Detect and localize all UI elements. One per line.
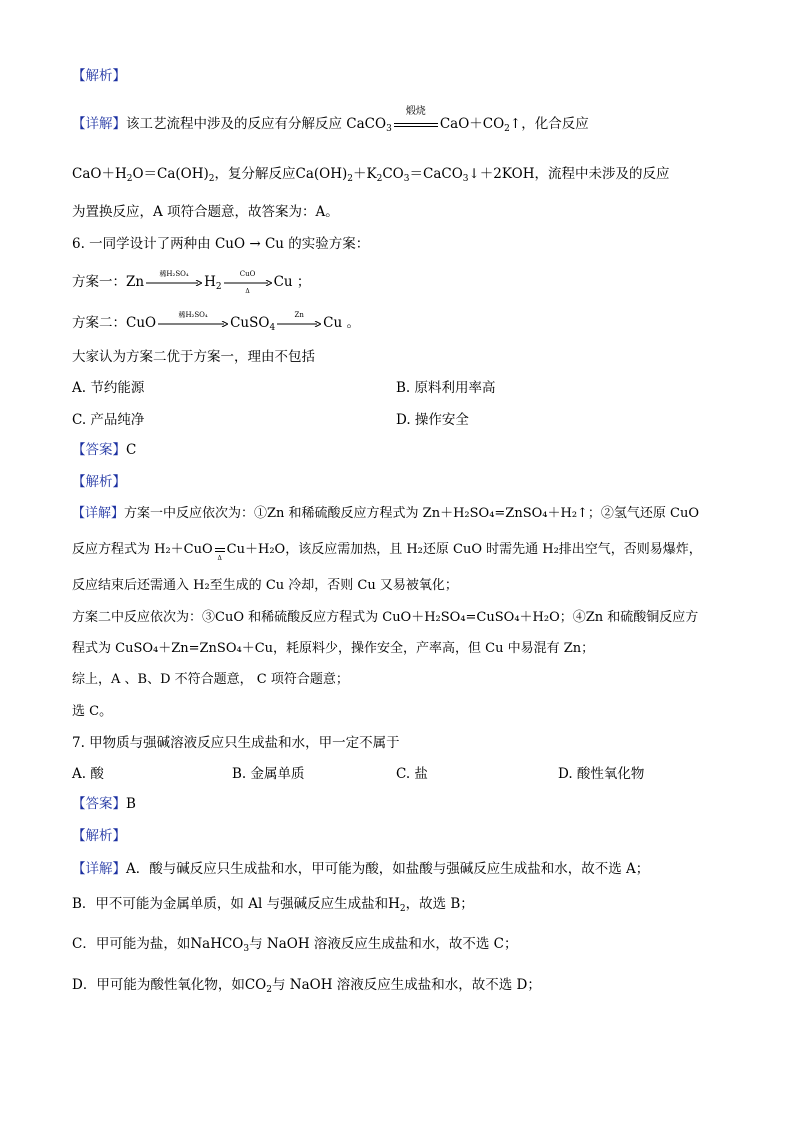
q6-answer: 【答案】C: [72, 442, 137, 458]
q6-question: 大家认为方案二优于方案一，理由不包括: [72, 349, 315, 365]
heat-equals: Δ: [217, 554, 222, 562]
calcination-arrow: 煅烧: [405, 105, 426, 117]
q6-option-d: D. 操作安全: [396, 412, 469, 428]
q7-option-a: A. 酸: [72, 766, 104, 782]
q6-detail-3: 反应结束后还需通入 H₂至生成的 Cu 冷却，否则 Cu 又易被氧化；: [72, 578, 458, 593]
q6-detail-7: 选 C。: [72, 704, 113, 719]
detail-line-2: $CaO+H_2O=Ca(OH)_2$，复分解反应$Ca(OH)_2+K_2CO_3=CaCO_3↓+2KOH$，流程中未涉及的反应: [72, 166, 670, 184]
equation-combination: $CaO+H_2O=Ca(OH)_2$: [72, 166, 215, 184]
q6-option-c: C. 产品纯净: [72, 412, 145, 428]
q6-plan-2: 方案二：CuO 稀H₂SO₄ CuSO$_4$ Zn Cu 。: [72, 310, 360, 333]
q6-detail-4: 方案二中反应依次为：③CuO 和稀硫酸反应方程式为 CuO＋H₂SO₄=CuSO₄＋H₂O；④Zn 和硫酸铜反应方: [72, 610, 699, 625]
detail-line-3: 为置换反应，A 项符合题意，故答案为：A。: [72, 204, 339, 220]
q7-detail-d: D．甲可能为酸性氧化物，如$CO_2$与 NaOH 溶液反应生成盐和水，故不选 D；: [72, 977, 541, 995]
detail-label: 【详解】: [72, 116, 126, 132]
q6-plan-1: 方案一：Zn 稀H₂SO₄ $H_2$ CuO Δ Cu ；: [72, 269, 311, 295]
q7-answer: 【答案】B: [72, 796, 136, 812]
arrow-dilute-acid: 稀H₂SO₄: [146, 280, 202, 286]
q6-detail-1: 【详解】方案一中反应依次为：①Zn 和稀硫酸反应方程式为 Zn＋H₂SO₄=ZnSO₄＋H₂↑；②氢气还原 CuO: [72, 506, 700, 521]
q7-detail-c: C．甲可能为盐，如NaHCO$_3$与 NaOH 溶液反应生成盐和水，故不选 C；: [72, 936, 518, 954]
q7-detail-a: 【详解】A．酸与碱反应只生成盐和水，甲可能为酸，如盐酸与强碱反应生成盐和水，故不选 A；: [72, 861, 650, 877]
q7-option-c: C. 盐: [396, 766, 428, 782]
arrow-cuo-heat: CuO Δ: [224, 280, 272, 286]
equation-metathesis: $Ca(OH)_2+K_2CO_3=CaCO_3↓+2KOH$: [295, 166, 535, 184]
q6-detail-5: 程式为 CuSO₄＋Zn=ZnSO₄＋Cu，耗原料少，操作安全，产率高，但 Cu 中易混有 Zn；: [72, 641, 595, 656]
q6-option-b: B. 原料利用率高: [396, 380, 496, 396]
q7-analysis-label: 【解析】: [72, 828, 126, 844]
analysis-label: 【解析】: [72, 68, 126, 84]
q6-analysis-label: 【解析】: [72, 474, 126, 490]
arrow-dilute-acid-2: 稀H₂SO₄: [158, 321, 228, 327]
detail-text: 该工艺流程中涉及的反应有分解反应: [126, 116, 342, 132]
q7-option-b: B. 金属单质: [232, 766, 305, 782]
detail-line-1: 【详解】该工艺流程中涉及的反应有分解反应 CaCO$_3$ 煅烧 $CaO+CO_2↑$，化合反应: [72, 105, 589, 134]
q6-detail-2: 反应方程式为 H₂＋CuO Δ Cu＋H₂O，该反应需加热，且 H₂还原 CuO 时需先通 H₂排出空气，否则易爆炸，: [72, 542, 702, 562]
equation-decomposition: CaCO$_3$ 煅烧 $CaO+CO_2↑$: [346, 105, 522, 134]
q6-detail-6: 综上，A 、B、D 不符合题意， C 项符合题意；: [72, 672, 349, 687]
arrow-zn: Zn: [277, 321, 321, 327]
q7-stem: 7. 甲物质与强碱溶液反应只生成盐和水，甲一定不属于: [72, 735, 400, 751]
q6-option-a: A. 节约能源: [72, 380, 145, 396]
q6-stem: 6. 一同学设计了两种由 CuO → Cu 的实验方案：: [72, 236, 370, 252]
q7-option-d: D. 酸性氧化物: [558, 766, 645, 782]
q7-detail-b: B．甲不可能为金属单质，如 Al 与强碱反应生成盐和$H_2$，故选 B；: [72, 896, 474, 914]
